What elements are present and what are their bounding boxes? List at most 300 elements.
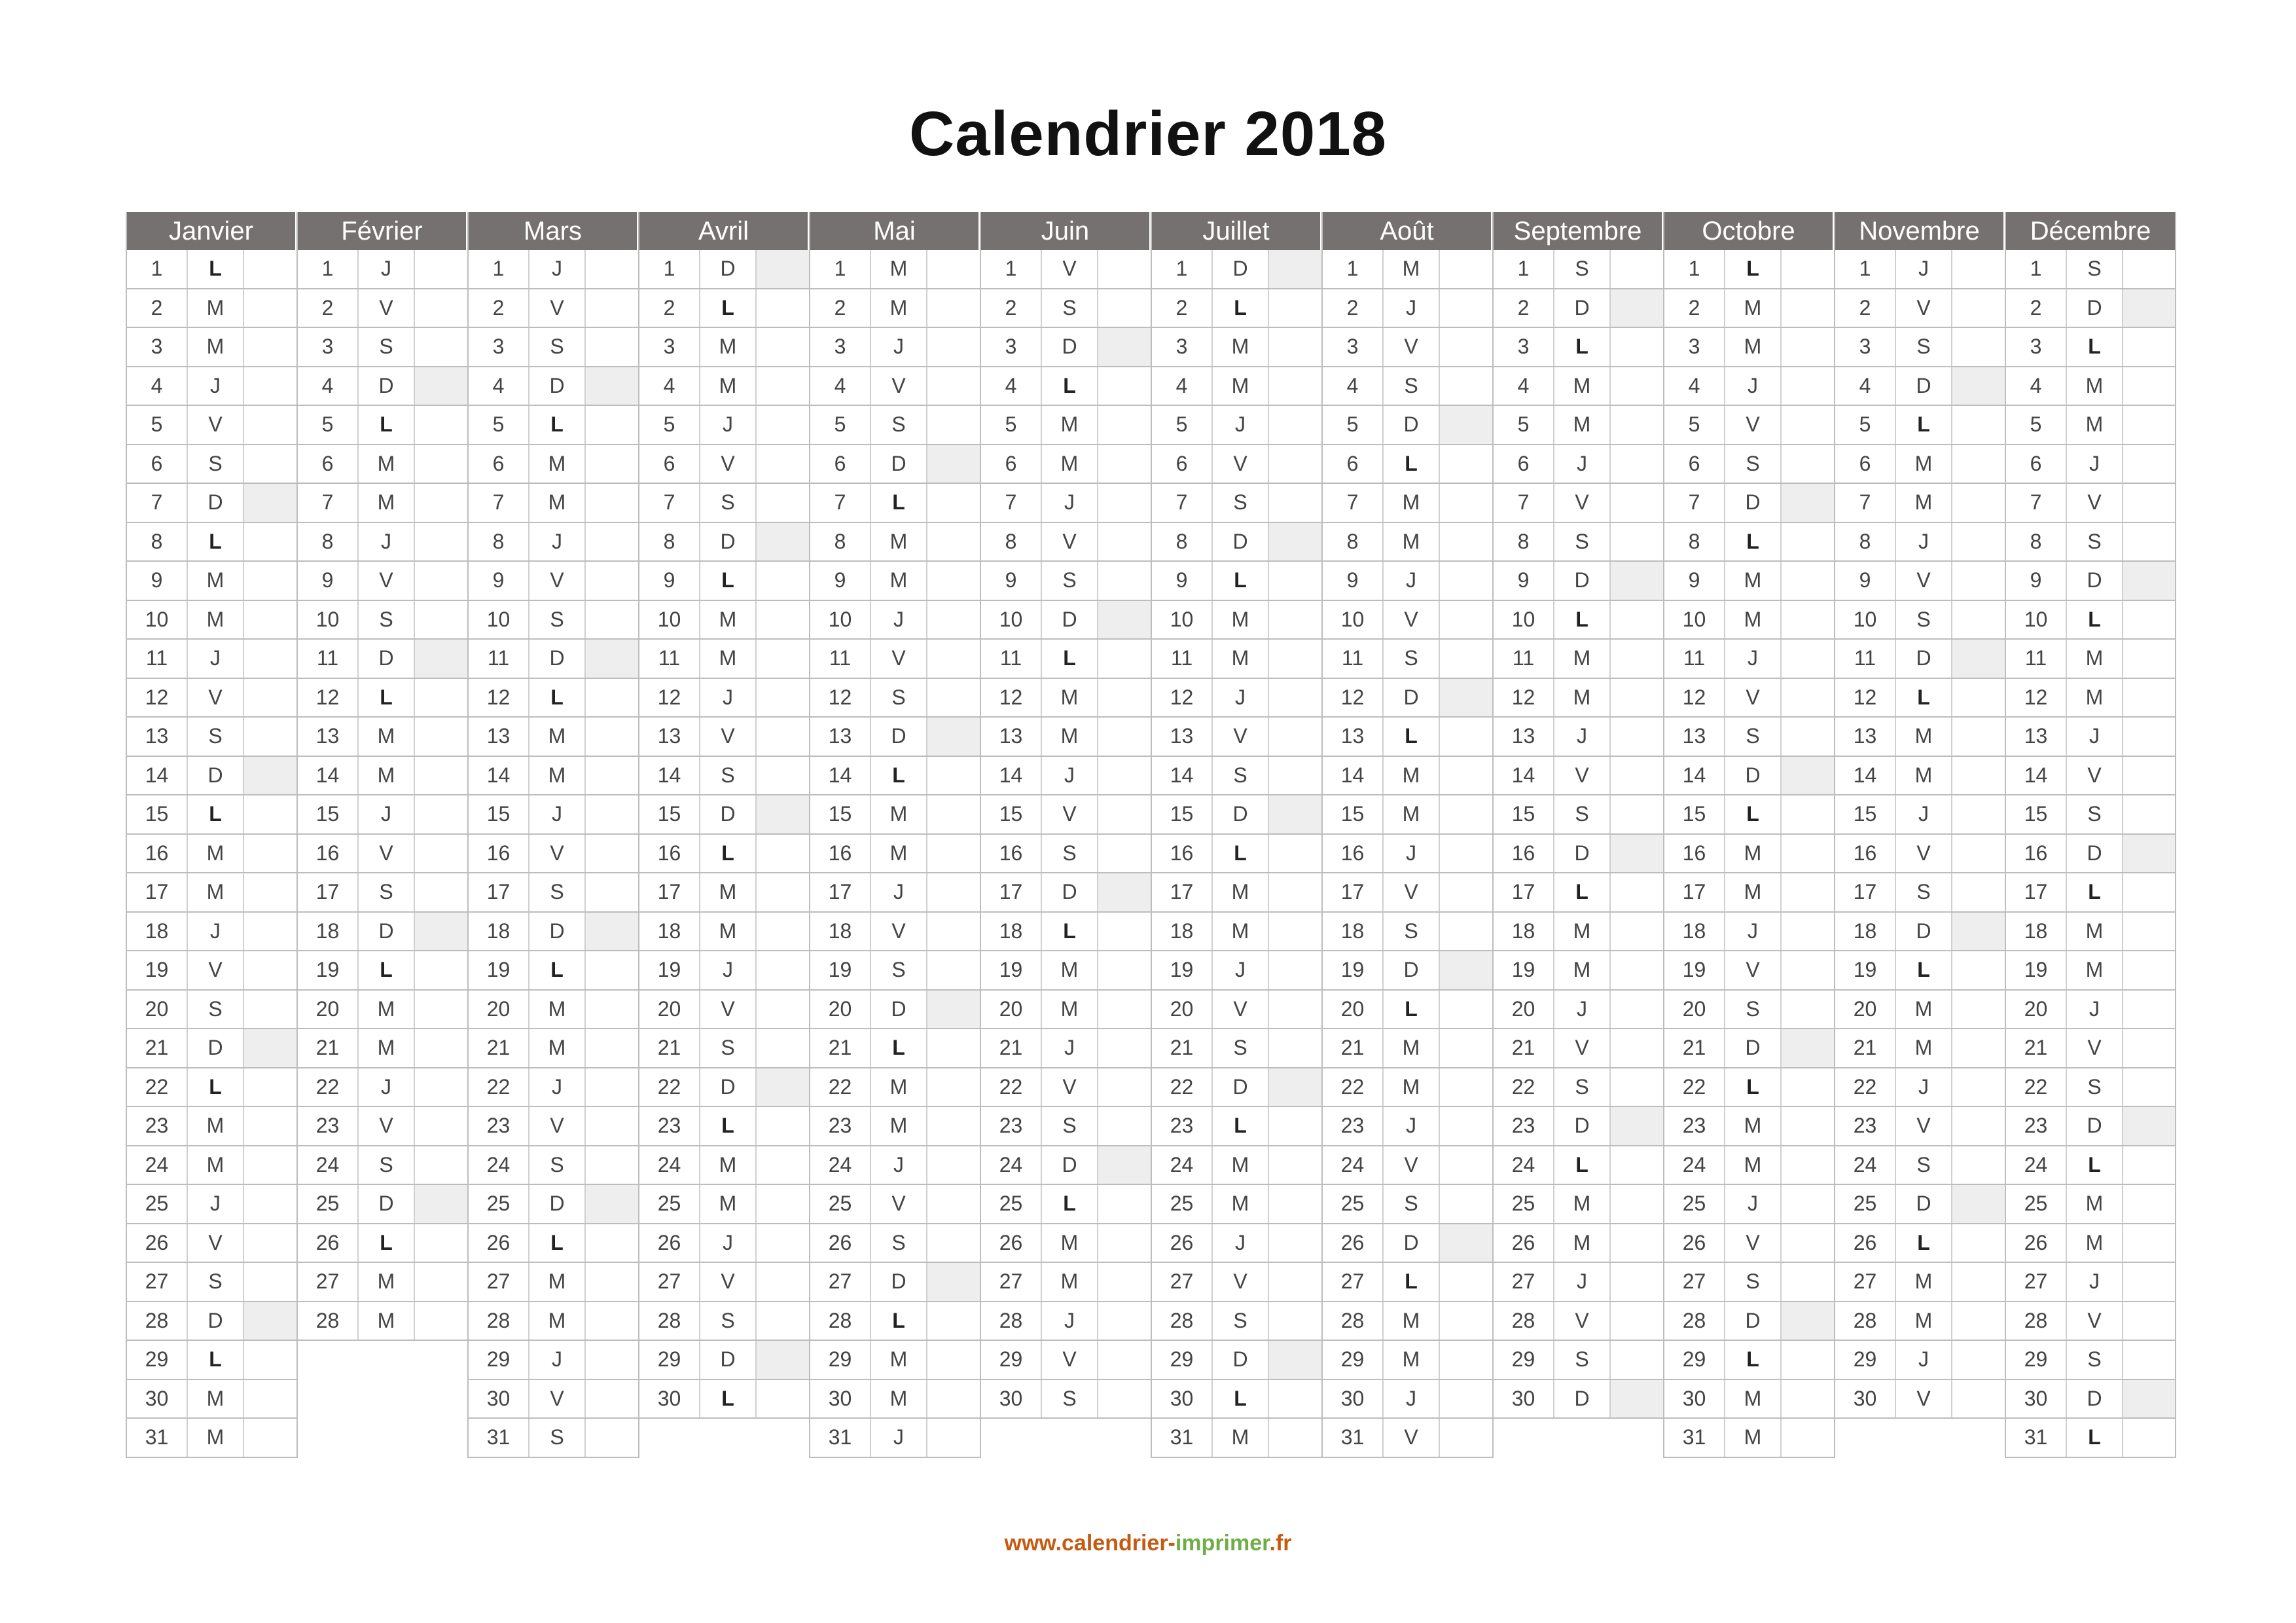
day-number: 5 <box>639 406 700 444</box>
weekday-letter: M <box>1384 250 1440 288</box>
note-cell <box>244 523 296 561</box>
weekday-letter: V <box>1384 328 1440 366</box>
day-row <box>810 250 980 289</box>
day-number: 9 <box>127 562 188 600</box>
day-number: 22 <box>1835 1068 1896 1106</box>
weekday-letter: V <box>1384 1419 1440 1457</box>
day-number: 19 <box>1664 951 1725 989</box>
day-number: 21 <box>1494 1029 1554 1067</box>
day-number: 21 <box>1835 1029 1896 1067</box>
weekday-letter: S <box>1896 873 1952 911</box>
day-row <box>1664 367 1834 407</box>
note-cell <box>1440 1263 1492 1301</box>
day-row <box>2006 1224 2175 1264</box>
day-number: 1 <box>1152 250 1213 288</box>
weekday-letter: L <box>359 1224 415 1262</box>
month-column <box>980 212 1151 1458</box>
weekday-letter: S <box>2067 250 2123 288</box>
weekday-letter: D <box>1213 523 1269 561</box>
day-row <box>1835 1185 2005 1224</box>
footer-website-link[interactable] <box>0 1531 2296 1556</box>
weekday-letter: S <box>359 873 415 911</box>
note-cell <box>1782 289 1834 327</box>
note-cell <box>1782 1107 1834 1145</box>
note-cell <box>2123 523 2175 561</box>
note-cell <box>1782 718 1834 756</box>
weekday-letter: D <box>359 640 415 678</box>
weekday-letter: J <box>359 795 415 833</box>
day-row <box>1152 795 1321 835</box>
day-number: 1 <box>469 250 529 288</box>
note-cell <box>244 1341 296 1379</box>
note-cell <box>2123 835 2175 873</box>
weekday-letter: L <box>1725 1341 1782 1379</box>
weekday-letter: V <box>871 640 927 678</box>
weekday-letter: M <box>529 484 586 522</box>
weekday-letter: V <box>1554 1302 1611 1340</box>
day-row <box>810 1302 980 1341</box>
note-cell <box>2123 1146 2175 1184</box>
weekday-letter: L <box>359 679 415 717</box>
day-row <box>1152 1224 1321 1264</box>
note-cell <box>1098 250 1151 288</box>
day-number: 5 <box>1494 406 1554 444</box>
day-number: 8 <box>2006 523 2067 561</box>
note-cell <box>2123 951 2175 989</box>
weekday-letter: M <box>1725 1380 1782 1418</box>
day-row <box>2006 1341 2175 1380</box>
weekday-letter: S <box>359 601 415 639</box>
note-cell <box>927 1263 980 1301</box>
note-cell <box>1782 406 1834 444</box>
weekday-letter: V <box>871 913 927 951</box>
day-row <box>1323 835 1492 874</box>
note-cell <box>1098 562 1151 600</box>
weekday-letter: S <box>1042 289 1098 327</box>
day-number: 11 <box>1152 640 1213 678</box>
day-row <box>1152 913 1321 952</box>
note-cell <box>1440 835 1492 873</box>
day-number: 24 <box>1494 1146 1554 1184</box>
day-row <box>1152 1263 1321 1302</box>
weekday-letter: D <box>700 523 757 561</box>
weekday-letter: J <box>1725 640 1782 678</box>
day-row <box>298 367 467 407</box>
day-row <box>1323 1419 1492 1458</box>
day-number: 5 <box>1835 406 1896 444</box>
weekday-letter: V <box>359 1107 415 1145</box>
day-row <box>1494 1107 1663 1146</box>
day-number: 13 <box>469 718 529 756</box>
note-cell <box>586 328 638 366</box>
day-number: 20 <box>810 991 871 1029</box>
weekday-letter: M <box>1725 328 1782 366</box>
note-cell <box>1269 484 1321 522</box>
note-cell <box>1269 873 1321 911</box>
weekday-letter: J <box>1042 1302 1098 1340</box>
note-cell <box>757 757 809 795</box>
note-cell <box>2123 289 2175 327</box>
weekday-letter: M <box>1213 328 1269 366</box>
weekday-letter: V <box>529 289 586 327</box>
note-cell <box>1611 1146 1663 1184</box>
day-row <box>2006 1302 2175 1341</box>
day-row <box>298 601 467 640</box>
day-number: 21 <box>298 1029 359 1067</box>
note-cell <box>415 1185 467 1223</box>
note-cell <box>1611 601 1663 639</box>
note-cell <box>586 289 638 327</box>
note-cell <box>1952 679 2005 717</box>
day-number: 10 <box>1152 601 1213 639</box>
day-row <box>981 1263 1151 1302</box>
weekday-letter: M <box>359 1302 415 1340</box>
weekday-letter: S <box>2067 795 2123 833</box>
weekday-letter: L <box>188 795 244 833</box>
note-cell <box>1269 562 1321 600</box>
weekday-letter: M <box>1725 873 1782 911</box>
day-number: 2 <box>298 289 359 327</box>
day-row <box>981 835 1151 874</box>
weekday-letter: J <box>188 367 244 405</box>
day-number: 14 <box>1323 757 1384 795</box>
note-cell <box>1611 1068 1663 1106</box>
day-number: 18 <box>1323 913 1384 951</box>
day-row <box>810 367 980 407</box>
weekday-letter: D <box>529 1185 586 1223</box>
weekday-letter: M <box>1896 991 1952 1029</box>
day-row <box>981 1029 1151 1068</box>
note-cell <box>1269 640 1321 678</box>
day-row <box>1323 991 1492 1030</box>
day-row <box>2006 523 2175 562</box>
weekday-letter: J <box>1554 718 1611 756</box>
weekday-letter: V <box>1725 406 1782 444</box>
day-number: 10 <box>639 601 700 639</box>
day-row <box>298 562 467 601</box>
day-row <box>1664 718 1834 757</box>
weekday-letter: S <box>871 406 927 444</box>
day-number: 15 <box>298 795 359 833</box>
day-number: 19 <box>639 951 700 989</box>
month-column <box>2005 212 2176 1458</box>
empty-row <box>1835 1419 2005 1458</box>
weekday-letter: M <box>1213 873 1269 911</box>
day-number: 16 <box>981 835 1042 873</box>
note-cell <box>927 991 980 1029</box>
day-number: 29 <box>810 1341 871 1379</box>
weekday-letter: D <box>1896 1185 1952 1223</box>
day-row <box>1494 289 1663 329</box>
empty-row <box>298 1380 467 1419</box>
day-row <box>298 1224 467 1264</box>
weekday-letter: J <box>529 795 586 833</box>
note-cell <box>415 1068 467 1106</box>
day-row <box>2006 1263 2175 1302</box>
day-row <box>981 913 1151 952</box>
note-cell <box>586 601 638 639</box>
day-row <box>1152 1185 1321 1224</box>
weekday-letter: D <box>2067 562 2123 600</box>
weekday-letter: D <box>1725 484 1782 522</box>
note-cell <box>1269 795 1321 833</box>
day-row <box>1835 951 2005 991</box>
day-number: 18 <box>1152 913 1213 951</box>
weekday-letter: M <box>188 289 244 327</box>
day-number: 27 <box>2006 1263 2067 1301</box>
weekday-letter: D <box>871 718 927 756</box>
day-number: 3 <box>298 328 359 366</box>
note-cell <box>1440 913 1492 951</box>
day-row <box>1323 1068 1492 1108</box>
day-row <box>639 1107 809 1146</box>
day-number: 24 <box>810 1146 871 1184</box>
day-number: 5 <box>2006 406 2067 444</box>
weekday-letter: J <box>359 1068 415 1106</box>
day-number: 12 <box>1323 679 1384 717</box>
note-cell <box>244 640 296 678</box>
day-number: 13 <box>810 718 871 756</box>
day-number: 2 <box>639 289 700 327</box>
weekday-letter: D <box>359 367 415 405</box>
day-row <box>1494 991 1663 1030</box>
day-row <box>1494 523 1663 562</box>
weekday-letter: V <box>2067 484 2123 522</box>
day-number: 30 <box>810 1380 871 1418</box>
day-number: 26 <box>1664 1224 1725 1262</box>
weekday-letter: V <box>1896 835 1952 873</box>
day-row <box>469 289 638 329</box>
day-number: 6 <box>298 445 359 483</box>
note-cell <box>1269 1380 1321 1418</box>
weekday-letter: S <box>1554 523 1611 561</box>
day-number: 17 <box>127 873 188 911</box>
day-row <box>298 406 467 445</box>
weekday-letter: M <box>2067 1224 2123 1262</box>
day-row <box>127 795 296 835</box>
day-number: 9 <box>298 562 359 600</box>
note-cell <box>1952 562 2005 600</box>
day-row <box>1494 835 1663 874</box>
weekday-letter: L <box>2067 1146 2123 1184</box>
day-number: 26 <box>1152 1224 1213 1262</box>
weekday-letter: M <box>1213 1419 1269 1457</box>
weekday-letter: M <box>1896 1302 1952 1340</box>
day-number: 1 <box>127 250 188 288</box>
note-cell <box>927 1029 980 1067</box>
day-row <box>1835 445 2005 484</box>
note-cell <box>757 601 809 639</box>
weekday-letter: S <box>1554 795 1611 833</box>
day-row <box>1323 1341 1492 1380</box>
day-number: 26 <box>1494 1224 1554 1262</box>
day-row <box>469 1419 638 1458</box>
day-number: 16 <box>127 835 188 873</box>
weekday-letter: D <box>1384 406 1440 444</box>
day-row <box>1323 1107 1492 1146</box>
day-number: 26 <box>1835 1224 1896 1262</box>
note-cell <box>757 913 809 951</box>
weekday-letter: J <box>359 250 415 288</box>
day-number: 4 <box>1323 367 1384 405</box>
note-cell <box>1952 523 2005 561</box>
day-row <box>469 1224 638 1264</box>
day-row <box>1494 601 1663 640</box>
day-number: 31 <box>1152 1419 1213 1457</box>
note-cell <box>415 601 467 639</box>
weekday-letter: D <box>529 367 586 405</box>
weekday-letter: S <box>188 445 244 483</box>
weekday-letter: S <box>188 718 244 756</box>
weekday-letter: V <box>1725 679 1782 717</box>
day-number: 20 <box>469 991 529 1029</box>
day-row <box>639 913 809 952</box>
day-number: 23 <box>1323 1107 1384 1145</box>
note-cell <box>1611 679 1663 717</box>
day-number: 17 <box>1835 873 1896 911</box>
empty-row <box>981 1419 1151 1458</box>
day-number: 7 <box>1664 484 1725 522</box>
weekday-letter: J <box>188 1185 244 1223</box>
weekday-letter: D <box>1554 835 1611 873</box>
day-row <box>1835 640 2005 679</box>
day-row <box>1494 406 1663 445</box>
note-cell <box>586 718 638 756</box>
note-cell <box>927 1341 980 1379</box>
note-cell <box>586 1146 638 1184</box>
month-column <box>1492 212 1663 1458</box>
weekday-letter: V <box>2067 1029 2123 1067</box>
note-cell <box>1098 873 1151 911</box>
weekday-letter: M <box>1725 835 1782 873</box>
day-row <box>810 1146 980 1186</box>
weekday-letter: V <box>1384 873 1440 911</box>
day-number: 17 <box>1152 873 1213 911</box>
note-cell <box>586 406 638 444</box>
day-row <box>810 1341 980 1380</box>
weekday-letter: M <box>1896 1029 1952 1067</box>
weekday-letter: M <box>700 640 757 678</box>
day-row <box>2006 718 2175 757</box>
day-number: 14 <box>1835 757 1896 795</box>
weekday-letter: V <box>871 367 927 405</box>
day-row <box>469 1380 638 1419</box>
day-row <box>2006 757 2175 796</box>
note-cell <box>1269 445 1321 483</box>
note-cell <box>1098 367 1151 405</box>
weekday-letter: J <box>700 679 757 717</box>
day-number: 24 <box>1323 1146 1384 1184</box>
weekday-letter: D <box>1896 367 1952 405</box>
note-cell <box>244 1107 296 1145</box>
weekday-letter: L <box>1213 1380 1269 1418</box>
weekday-letter: S <box>1725 445 1782 483</box>
day-number: 14 <box>127 757 188 795</box>
weekday-letter: M <box>871 1068 927 1106</box>
weekday-letter: J <box>1896 1341 1952 1379</box>
weekday-letter: M <box>871 289 927 327</box>
note-cell <box>2123 1185 2175 1223</box>
day-number: 29 <box>2006 1341 2067 1379</box>
note-cell <box>244 991 296 1029</box>
day-number: 10 <box>469 601 529 639</box>
day-row <box>2006 1380 2175 1419</box>
day-row <box>1835 757 2005 796</box>
day-row <box>981 640 1151 679</box>
note-cell <box>1098 484 1151 522</box>
weekday-letter: S <box>2067 1068 2123 1106</box>
note-cell <box>2123 1107 2175 1145</box>
day-row <box>1835 250 2005 289</box>
weekday-letter: M <box>1896 1263 1952 1301</box>
weekday-letter: D <box>1725 757 1782 795</box>
day-number: 7 <box>1152 484 1213 522</box>
weekday-letter: J <box>1725 367 1782 405</box>
note-cell <box>757 484 809 522</box>
note-cell <box>927 1107 980 1145</box>
day-number: 28 <box>469 1302 529 1340</box>
day-number: 24 <box>639 1146 700 1184</box>
note-cell <box>1098 1263 1151 1301</box>
note-cell <box>1611 718 1663 756</box>
note-cell <box>2123 484 2175 522</box>
weekday-letter: D <box>188 1302 244 1340</box>
note-cell <box>2123 1341 2175 1379</box>
note-cell <box>1098 757 1151 795</box>
day-number: 12 <box>810 679 871 717</box>
weekday-letter: J <box>700 951 757 989</box>
day-number: 12 <box>981 679 1042 717</box>
day-number: 22 <box>981 1068 1042 1106</box>
note-cell <box>1782 913 1834 951</box>
weekday-letter: S <box>700 757 757 795</box>
day-row <box>2006 289 2175 329</box>
note-cell <box>244 562 296 600</box>
day-row <box>810 1185 980 1224</box>
note-cell <box>1611 640 1663 678</box>
day-row <box>1664 1029 1834 1068</box>
note-cell <box>1440 406 1492 444</box>
day-number: 21 <box>469 1029 529 1067</box>
day-row <box>981 406 1151 445</box>
day-number: 11 <box>469 640 529 678</box>
day-number: 12 <box>2006 679 2067 717</box>
note-cell <box>586 991 638 1029</box>
weekday-letter: V <box>1896 1380 1952 1418</box>
day-row <box>1835 1341 2005 1380</box>
weekday-letter: V <box>1213 991 1269 1029</box>
note-cell <box>1952 835 2005 873</box>
weekday-letter: L <box>1384 1263 1440 1301</box>
day-number: 25 <box>1494 1185 1554 1223</box>
weekday-letter: D <box>1554 1107 1611 1145</box>
note-cell <box>415 523 467 561</box>
note-cell <box>1611 873 1663 911</box>
day-row <box>1152 835 1321 874</box>
weekday-letter: M <box>188 873 244 911</box>
day-number: 29 <box>1835 1341 1896 1379</box>
weekday-letter: J <box>1384 835 1440 873</box>
note-cell <box>1269 1224 1321 1262</box>
day-number: 6 <box>1323 445 1384 483</box>
note-cell <box>927 1185 980 1223</box>
weekday-letter: M <box>2067 640 2123 678</box>
day-row <box>639 1068 809 1108</box>
note-cell <box>2123 757 2175 795</box>
day-number: 9 <box>1835 562 1896 600</box>
day-number: 1 <box>1664 250 1725 288</box>
weekday-letter: L <box>1554 601 1611 639</box>
